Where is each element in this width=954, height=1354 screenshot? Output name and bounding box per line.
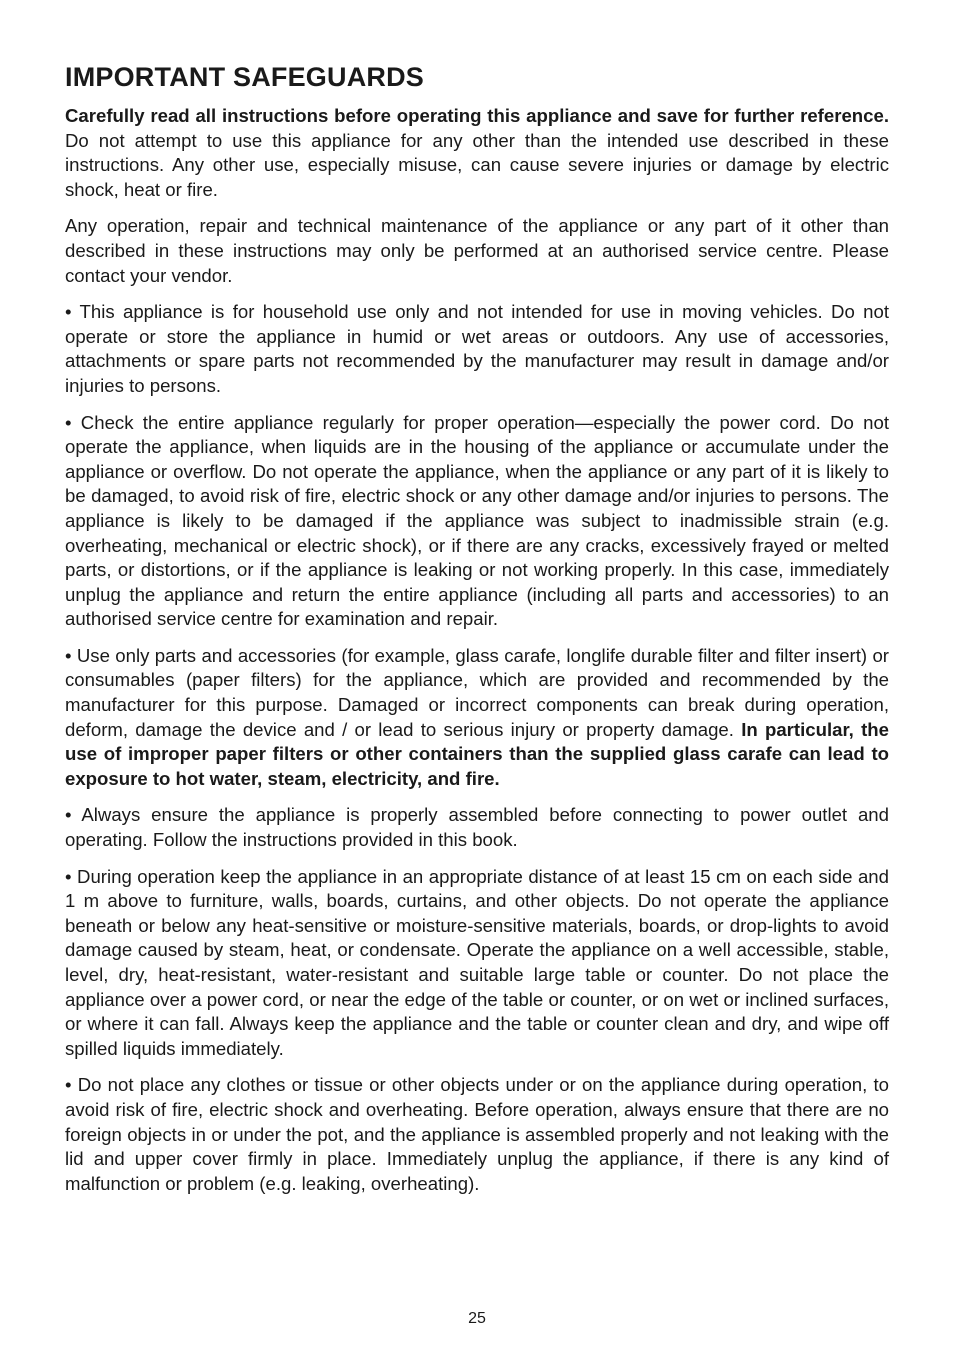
intro-bold-text: Carefully read all instructions before operating this appliance and save for further reference.: [65, 105, 889, 126]
parts-accessories-bold-warning: In particular, the use of improper paper filters or other containers than the supplied glass carafe can lead to exposure to hot water, steam, electricity, and fire.: [65, 718, 889, 789]
assembly-paragraph: • Always ensure the appliance is properly assembled before connecting to power outlet and operating. Follow the instructions provided in this book.: [65, 804, 889, 851]
parts-accessories-text: • Use only parts and accessories (for example, glass carafe, longlife durable filter and filter insert) or consumables (paper filters) for the appliance, which are provided and recommended by the manufacturer for this purpose. Damaged or incorrect components can break during operation, deform, damage the device and / or lead to serious injury or property damage.: [65, 644, 889, 740]
page-number: 25: [468, 1310, 486, 1327]
foreign-objects-paragraph: • Do not place any clothes or tissue or other objects under or on the appliance during operation, to avoid risk of fire, electric shock and overheating. Before operation, always ensure that there are no foreign objects in or under the pot, and the appliance is assembled properly and not leaking with the lid and upper cover firmly in place. Immediately unplug the appliance, if there is any kind of malfunction or problem (e.g. leaking, overheating).: [65, 1074, 889, 1194]
check-appliance-paragraph: • Check the entire appliance regularly for proper operation—especially the power cord. Do not operate the appliance, when liquids are in the housing of the appliance or accumulate under the appliance or overflow. Do not operate the appliance, when the appliance or any part of it is likely to be damaged, to avoid risk of fire, electric shock or any other damage and/or injuries to persons. The appliance is likely to be damaged if the appliance was subject to inadmissible strain (e.g. overheating, mechanical or electric shock), or if there are any cracks, excessively frayed or melted parts, or distortions, or if the appliance is leaking or not working properly. In this case, immediately unplug the appliance and return the entire appliance (including all parts and accessories) to an authorised service centre for examination and repair.: [65, 411, 889, 630]
intro-text: Do not attempt to use this appliance for any other than the intended use described in these instructions. Any other use, especially misuse, can cause severe injuries or damage by electric shock, heat or fire.: [65, 129, 889, 200]
distance-paragraph: • During operation keep the appliance in an appropriate distance of at least 15 cm on each side and 1 m above to furniture, walls, boards, curtains, and other objects. Do not operate the appliance beneath or below any heat-sensitive or moisture-sensitive materials, boards, or drop-lights to avoid damage caused by steam, heat, or condensate. Operate the appliance on a well accessible, stable, level, dry, heat-resistant, water-resistant and suitable large table or counter. Do not place the appliance over a power cord, or near the edge of the table or counter, or on wet or inclined surfaces, or where it can fall. Always keep the appliance and the table or counter clean and dry, and wipe off spilled liquids immediately.: [65, 865, 889, 1059]
parts-accessories-paragraph: [65, 644, 889, 792]
household-use-paragraph: • This appliance is for household use only and not intended for use in moving vehicles. Do not operate or store the appliance in humid or wet areas or outdoors. Any use of accessories, attachments or spare parts not recommended by the manufacturer may result in damage and/or injuries to persons.: [65, 301, 889, 396]
service-paragraph: Any operation, repair and technical maintenance of the appliance or any part of it other than described in these instructions may only be performed at an authorised service centre. Please contact your vendor.: [65, 215, 889, 286]
document-page: [65, 60, 889, 1208]
intro-paragraph: [65, 104, 889, 202]
page-title: IMPORTANT SAFEGUARDS: [65, 62, 424, 92]
